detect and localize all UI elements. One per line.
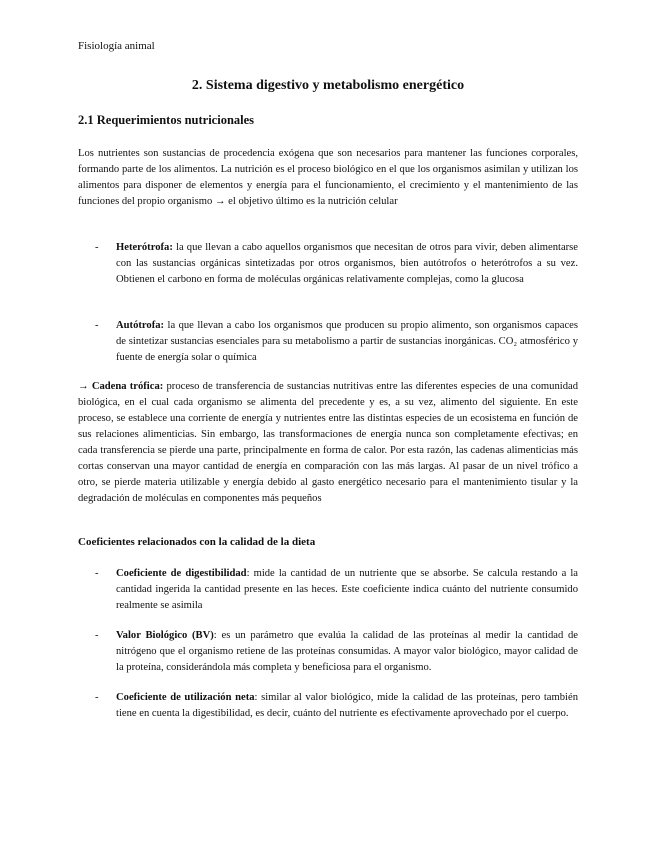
term-autotrofa: Autótrofa:	[116, 320, 165, 331]
term-heterotrofa: Heterótrofa:	[116, 242, 173, 253]
definition-cadena-trofica: proceso de transferencia de sustancias nutritivas entre las diferentes especies de una comunidad biológica, en el cual cada organismo se alimenta del precedente y es, a su vez, alimento del siguiente. En este proceso, se establece una corriente de energía y nutrientes entre las distintas especies de un ecosistema en función de sus relaciones alimenticias. Sin embargo, las transformaciones de energía nunca son completamente efectivas; en cada transferencia se pierde una parte, principalmente en forma de calor. Por esta razón, las cadenas alimenticias más cortas conservan una mayor cantidad de energía en comparación con las más largas. Al pasar de un nivel trófico a otro, se pierde materia utilizable y energía debido al gasto energético necesario para el mantenimiento tisular y la degradación de moléculas en componentes más pequeños	[78, 381, 578, 504]
term-cadena-trofica: Cadena trófica:	[91, 381, 164, 392]
definition-autotrofa: la que llevan a cabo los organismos que producen su propio alimento, son organismos capaces de sintetizar sustancias esenciales para su metabolismo a partir de sustancias inorgánicas. CO₂ atmosférico y fuente de energía solar o química	[116, 320, 578, 363]
bullet-dash: -	[95, 320, 99, 331]
bullet-dash: -	[95, 630, 99, 641]
list-item-text	[116, 318, 578, 366]
list-item-text	[116, 690, 578, 722]
section-heading: 2.1 Requerimientos nutricionales	[78, 113, 255, 127]
list-item-text	[116, 566, 578, 614]
bullet-dash: -	[95, 692, 99, 703]
definition-heterotrofa: la que llevan a cabo aquellos organismos que necesitan de otros para vivir, deben alimentarse con las sustancias orgánicas sintetizadas por otros organismos, bien autótrofos o heterótrofos a su vez. Obtienen el carbono en forma de moléculas orgánicas relativamente complejas, como la glucosa	[116, 242, 578, 285]
term-digestibilidad: Coeficiente de digestibilidad	[116, 568, 247, 579]
definition-valor-biologico: : es un parámetro que evalúa la calidad de las proteínas al medir la cantidad de nitrógeno que el organismo retiene de las proteínas consumidas. A mayor valor biológico, mayor calidad de la proteína, considerándola más completa y beneficiosa para el organismo.	[116, 630, 578, 673]
food-chain-paragraph	[78, 379, 578, 507]
definition-digestibilidad: : mide la cantidad de un nutriente que se absorbe. Se calcula restando a la cantidad ingerida la cantidad presente en las heces. Este coeficiente indica cuánto del nutriente consumido realmente se asimila	[116, 568, 578, 611]
bullet-dash: -	[95, 568, 99, 579]
definition-utilizacion-neta: : similar al valor biológico, mide la calidad de las proteínas, pero también tiene en cuenta la digestibilidad, es decir, cuánto del nutriente es efectivamente aprovechado por el cuerpo.	[116, 692, 578, 719]
page-title: 2. Sistema digestivo y metabolismo energético	[191, 78, 465, 93]
term-utilizacion-neta: Coeficiente de utilización neta	[116, 692, 255, 703]
bullet-dash: -	[95, 242, 99, 253]
intro-paragraph: Los nutrientes son sustancias de procedencia exógena que son necesarios para mantener las funciones corporales, formando parte de los alimentos. La nutrición es el proceso biológico en el que los organismos asimilan y utilizan los alimentos para disponer de elementos y energía para el funcionamiento, el crecimiento y el mantenimiento de las funciones del propio organismo → el objetivo último es la nutrición celular	[78, 148, 578, 207]
coefficients-heading: Coeficientes relacionados con la calidad de la dieta	[78, 536, 316, 548]
term-valor-biologico: Valor Biológico (BV)	[116, 630, 214, 641]
arrow-icon: →	[78, 381, 92, 392]
list-item-text	[116, 240, 578, 288]
running-header: Fisiología animal	[78, 40, 155, 52]
list-item-text	[116, 628, 578, 676]
